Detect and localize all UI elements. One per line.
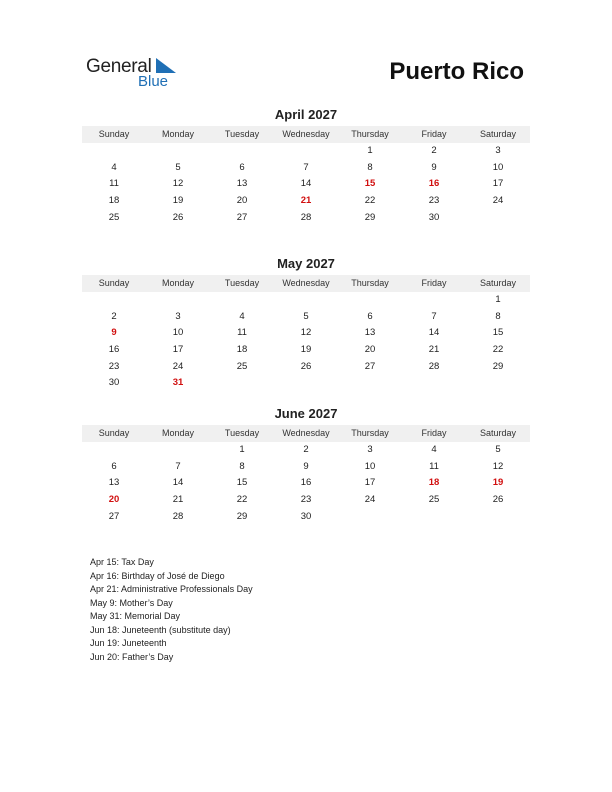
date-cell: 26 bbox=[300, 360, 312, 372]
weekday-header bbox=[82, 425, 530, 442]
holiday-date: 31 bbox=[172, 377, 184, 389]
date-cell: 27 bbox=[236, 211, 248, 223]
date-cell: 5 bbox=[175, 161, 181, 173]
empty-cell bbox=[274, 292, 338, 309]
empty-cell bbox=[210, 143, 274, 160]
holiday-date: 18 bbox=[428, 477, 440, 489]
date-cell: 17 bbox=[492, 178, 504, 190]
date-cell: 6 bbox=[239, 161, 245, 173]
date-cell: 6 bbox=[367, 310, 373, 322]
date-cell: 8 bbox=[239, 460, 245, 472]
empty-cell bbox=[82, 292, 146, 309]
date-cell: 11 bbox=[237, 327, 247, 339]
date-cell: 17 bbox=[172, 344, 184, 356]
week-row bbox=[82, 375, 530, 392]
weekday-label: Wednesday bbox=[282, 428, 330, 438]
date-cell: 23 bbox=[300, 494, 312, 506]
week-row bbox=[82, 143, 530, 160]
date-cell: 8 bbox=[495, 310, 501, 322]
empty-cell bbox=[146, 143, 210, 160]
empty-cell bbox=[338, 375, 402, 392]
empty-cell bbox=[402, 292, 466, 309]
weekday-label: Saturday bbox=[479, 278, 517, 288]
empty-cell bbox=[402, 375, 466, 392]
holiday-note: Jun 18: Juneteenth (substitute day) bbox=[90, 624, 231, 635]
weekday-label: Thursday bbox=[351, 129, 389, 139]
date-cell: 3 bbox=[367, 444, 373, 455]
week-row bbox=[82, 325, 530, 342]
date-cell: 6 bbox=[111, 460, 117, 472]
empty-cell bbox=[210, 292, 274, 309]
date-cell: 5 bbox=[495, 444, 501, 455]
week-row bbox=[82, 509, 530, 526]
week-row bbox=[82, 359, 530, 376]
empty-cell bbox=[146, 442, 210, 459]
date-cell: 3 bbox=[495, 145, 501, 156]
holiday-note: Apr 21: Administrative Professionals Day bbox=[90, 584, 253, 594]
week-row bbox=[82, 160, 530, 177]
date-cell: 13 bbox=[364, 327, 376, 339]
weekday-label: Tuesday bbox=[224, 428, 260, 438]
date-cell: 10 bbox=[364, 460, 376, 472]
date-cell: 28 bbox=[172, 510, 184, 522]
weekday-label: Sunday bbox=[98, 278, 130, 288]
week-row bbox=[82, 193, 530, 210]
week-row bbox=[82, 176, 530, 193]
weekday-label: Wednesday bbox=[282, 278, 330, 288]
week-row bbox=[82, 475, 530, 492]
month-title: April 2027 bbox=[274, 107, 338, 122]
date-cell: 2 bbox=[111, 310, 117, 322]
date-cell: 29 bbox=[236, 510, 248, 522]
holiday-note: May 9: Mother’s Day bbox=[90, 597, 173, 608]
weekday-label: Saturday bbox=[479, 428, 517, 438]
empty-cell bbox=[338, 509, 402, 526]
date-cell: 24 bbox=[172, 360, 184, 372]
empty-cell bbox=[466, 210, 530, 227]
empty-cell bbox=[466, 509, 530, 526]
date-cell: 30 bbox=[300, 510, 312, 522]
date-cell: 16 bbox=[300, 477, 312, 489]
holiday-notes bbox=[90, 556, 253, 664]
date-cell: 2 bbox=[431, 145, 437, 156]
empty-cell bbox=[274, 143, 338, 160]
empty-cell bbox=[146, 292, 210, 309]
holiday-date: 21 bbox=[300, 195, 312, 207]
holiday-date: 19 bbox=[492, 477, 504, 489]
date-cell: 23 bbox=[108, 360, 120, 372]
week-row bbox=[82, 459, 530, 476]
date-cell: 18 bbox=[108, 195, 120, 207]
weekday-label: Sunday bbox=[98, 428, 130, 438]
date-cell: 14 bbox=[428, 327, 440, 339]
empty-cell bbox=[402, 509, 466, 526]
empty-cell bbox=[274, 375, 338, 392]
month-title: May 2027 bbox=[277, 256, 335, 271]
weekday-label: Monday bbox=[161, 428, 195, 438]
holiday-date: 9 bbox=[111, 327, 117, 339]
date-cell: 1 bbox=[239, 444, 245, 455]
weekday-label: Friday bbox=[421, 278, 447, 288]
date-cell: 30 bbox=[108, 377, 120, 389]
date-cell: 26 bbox=[492, 494, 504, 506]
week-row bbox=[82, 210, 530, 227]
date-cell: 19 bbox=[300, 344, 312, 356]
weekday-label: Wednesday bbox=[282, 129, 330, 139]
weekday-header bbox=[82, 275, 530, 292]
month-title: June 2027 bbox=[274, 406, 338, 421]
date-cell: 4 bbox=[431, 444, 437, 455]
weekday-label: Monday bbox=[161, 129, 195, 139]
weekday-header bbox=[82, 126, 530, 143]
date-cell: 4 bbox=[111, 161, 117, 173]
weekday-label: Thursday bbox=[351, 428, 389, 438]
date-cell: 21 bbox=[428, 344, 440, 356]
date-cell: 12 bbox=[172, 178, 184, 190]
date-cell: 10 bbox=[172, 327, 184, 339]
date-cell: 29 bbox=[364, 211, 376, 223]
weekday-label: Sunday bbox=[98, 129, 130, 139]
date-cell: 7 bbox=[431, 310, 437, 322]
country-title: Puerto Rico bbox=[389, 58, 524, 85]
date-cell: 11 bbox=[109, 178, 119, 190]
date-cell: 20 bbox=[236, 195, 248, 207]
holiday-date: 16 bbox=[428, 178, 440, 190]
date-cell: 10 bbox=[492, 161, 504, 173]
date-cell: 28 bbox=[428, 360, 440, 372]
empty-cell bbox=[82, 143, 146, 160]
date-cell: 22 bbox=[364, 195, 376, 207]
date-cell: 20 bbox=[364, 344, 376, 356]
date-cell: 26 bbox=[172, 211, 184, 223]
date-cell: 21 bbox=[172, 494, 184, 506]
holiday-note: Apr 15: Tax Day bbox=[90, 557, 154, 567]
brand-word-general: General bbox=[86, 56, 152, 77]
date-cell: 1 bbox=[367, 145, 373, 156]
date-cell: 19 bbox=[172, 195, 184, 207]
week-row bbox=[82, 342, 530, 359]
date-cell: 25 bbox=[108, 211, 120, 223]
month-june bbox=[82, 405, 530, 525]
date-cell: 14 bbox=[300, 178, 312, 190]
week-row bbox=[82, 309, 530, 326]
holiday-note: Apr 16: Birthday of José de Diego bbox=[90, 570, 225, 581]
date-cell: 24 bbox=[492, 195, 504, 207]
week-row bbox=[82, 292, 530, 309]
weekday-label: Saturday bbox=[479, 129, 517, 139]
brand-logo bbox=[86, 56, 186, 92]
empty-cell bbox=[466, 375, 530, 392]
date-cell: 28 bbox=[300, 211, 312, 223]
date-cell: 15 bbox=[236, 477, 248, 489]
empty-cell bbox=[210, 375, 274, 392]
date-cell: 17 bbox=[364, 477, 376, 489]
brand-word-blue: Blue bbox=[138, 73, 169, 90]
brand-triangle-icon bbox=[152, 58, 176, 74]
date-cell: 22 bbox=[236, 494, 248, 506]
date-cell: 8 bbox=[367, 161, 373, 173]
weekday-label: Friday bbox=[421, 129, 447, 139]
date-cell: 7 bbox=[303, 161, 309, 173]
date-cell: 27 bbox=[364, 360, 376, 372]
holiday-note: Jun 20: Father’s Day bbox=[90, 651, 174, 662]
weekday-label: Monday bbox=[161, 278, 195, 288]
week-row bbox=[82, 492, 530, 509]
date-cell: 12 bbox=[300, 327, 312, 339]
weekday-label: Friday bbox=[421, 428, 447, 438]
weekday-label: Thursday bbox=[351, 278, 389, 288]
date-cell: 9 bbox=[303, 460, 309, 472]
date-cell: 2 bbox=[303, 444, 309, 455]
week-row bbox=[82, 442, 530, 459]
date-cell: 16 bbox=[108, 344, 120, 356]
date-cell: 9 bbox=[431, 161, 437, 173]
date-cell: 14 bbox=[172, 477, 184, 489]
date-cell: 15 bbox=[492, 327, 504, 339]
date-cell: 25 bbox=[428, 494, 440, 506]
date-cell: 3 bbox=[175, 310, 181, 322]
empty-cell bbox=[82, 442, 146, 459]
date-cell: 12 bbox=[492, 460, 504, 472]
date-cell: 29 bbox=[492, 360, 504, 372]
date-cell: 13 bbox=[236, 178, 248, 190]
date-cell: 18 bbox=[236, 344, 248, 356]
date-cell: 5 bbox=[303, 310, 309, 322]
date-cell: 13 bbox=[108, 477, 120, 489]
holiday-date: 20 bbox=[108, 494, 120, 506]
date-cell: 30 bbox=[428, 211, 440, 223]
date-cell: 24 bbox=[364, 494, 376, 506]
date-cell: 23 bbox=[428, 195, 440, 207]
holiday-date: 15 bbox=[364, 178, 376, 190]
weekday-label: Tuesday bbox=[224, 129, 260, 139]
month-may bbox=[82, 255, 530, 392]
date-cell: 22 bbox=[492, 344, 504, 356]
date-cell: 27 bbox=[108, 510, 120, 522]
date-cell: 11 bbox=[429, 460, 439, 472]
month-april bbox=[82, 106, 530, 226]
empty-cell bbox=[338, 292, 402, 309]
date-cell: 4 bbox=[239, 310, 245, 322]
holiday-note: May 31: Memorial Day bbox=[90, 611, 181, 621]
date-cell: 7 bbox=[175, 460, 181, 472]
weekday-label: Tuesday bbox=[224, 278, 260, 288]
date-cell: 1 bbox=[495, 294, 501, 305]
date-cell: 25 bbox=[236, 360, 248, 372]
holiday-note: Jun 19: Juneteenth bbox=[90, 638, 167, 648]
